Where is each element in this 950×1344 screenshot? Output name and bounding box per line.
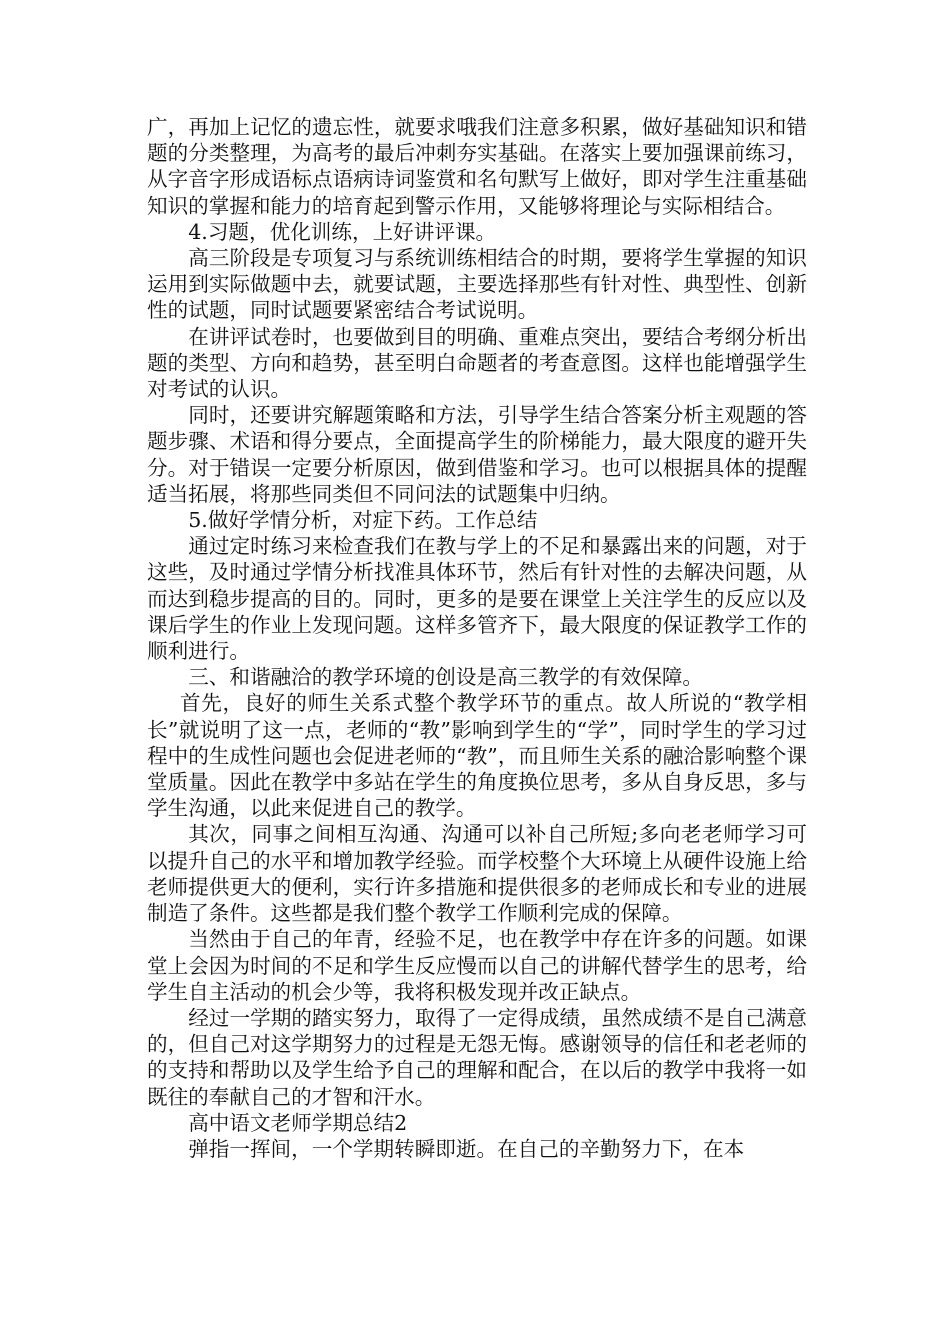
- section-title: 高中语文老师学期总结2: [188, 1110, 408, 1135]
- paragraph: 同时，还要讲究解题策略和方法，引导学生结合答案分析主观题的答题步骤、术语和得分要点，全面提高学生的阶梯能力，最大限度的避开失分。对于错误一定要分析原因，做到借鉴和学习。也可以根据具体的提醒适当拓展，将那些同类但不同问法的试题集中归纳。: [147, 403, 807, 506]
- document-page: [147, 114, 807, 1162]
- paragraph: 经过一学期的踏实努力，取得了一定得成绩，虽然成绩不是自己满意的，但自己对这学期努力的过程是无怨无悔。感谢领导的信任和老老师的的支持和帮助以及学生给予自己的理解和配合，在以后的教学中我将一如既往的奉献自己的才智和汗水。: [147, 1005, 807, 1109]
- section-heading-environment: 三、和谐融洽的教学环境的创设是高三教学的有效保障。: [188, 665, 704, 690]
- section-heading-analysis: 5.做好学情分析，对症下药。工作总结: [188, 508, 538, 533]
- paragraph: 首先，良好的师生关系式整个教学环节的重点。故人所说的“教学相长”就说明了这一点，老师的“教”影响到学生的“学”，同时学生的学习过程中的生成性问题也会促进老师的“教”，而且师生关系的融洽影响整个课堂质量。因此在教学中多站在学生的角度换位思考，多从自身反思，多与学生沟通，以此来促进自己的教学。: [147, 691, 807, 821]
- paragraph: 其次，同事之间相互沟通、沟通可以补自己所短;多向老老师学习可以提升自己的水平和增加教学经验。而学校整个大环境上从硬件设施上给老师提供更大的便利，实行许多措施和提供很多的老师成长和专业的进展制造了条件。这些都是我们整个教学工作顺利完成的保障。: [147, 822, 807, 926]
- paragraph: 在讲评试卷时，也要做到目的明确、重难点突出，要结合考纲分析出题的类型、方向和趋势，甚至明白命题者的考查意图。这样也能增强学生对考试的认识。: [147, 324, 807, 402]
- section-heading-exercises: 4.习题，优化训练，上好讲评课。: [188, 219, 497, 244]
- paragraph: 通过定时练习来检查我们在教与学上的不足和暴露出来的问题，对于这些，及时通过学情分析找准具体环节，然后有针对性的去解决问题，从而达到稳步提高的目的。同时，更多的是要在课堂上关注学生的反应以及课后学生的作业上发现问题。这样多管齐下，最大限度的保证教学工作的顺利进行。: [147, 534, 807, 664]
- paragraph: 弹指一挥间，一个学期转瞬即逝。在自己的辛勤努力下，在本: [188, 1136, 745, 1161]
- paragraph: 高三阶段是专项复习与系统训练相结合的时期，要将学生掌握的知识运用到实际做题中去，就要试题，主要选择那些有针对性、典型性、创新性的试题，同时试题要紧密结合考试说明。: [147, 246, 807, 323]
- paragraph-continuation: 广，再加上记忆的遗忘性，就要求哦我们注意多积累，做好基础知识和错题的分类整理，为高考的最后冲刺夯实基础。在落实上要加强课前练习，从字音字形成语标点语病诗词鉴赏和名句默写上做好，即对学生注重基础知识的掌握和能力的培育起到警示作用，又能够将理论与实际相结合。: [147, 115, 807, 218]
- paragraph: 当然由于自己的年青，经验不足，也在教学中存在许多的问题。如课堂上会因为时间的不足和学生反应慢而以自己的讲解代替学生的思考，给学生自主活动的机会少等，我将积极发现并改正缺点。: [147, 927, 807, 1004]
